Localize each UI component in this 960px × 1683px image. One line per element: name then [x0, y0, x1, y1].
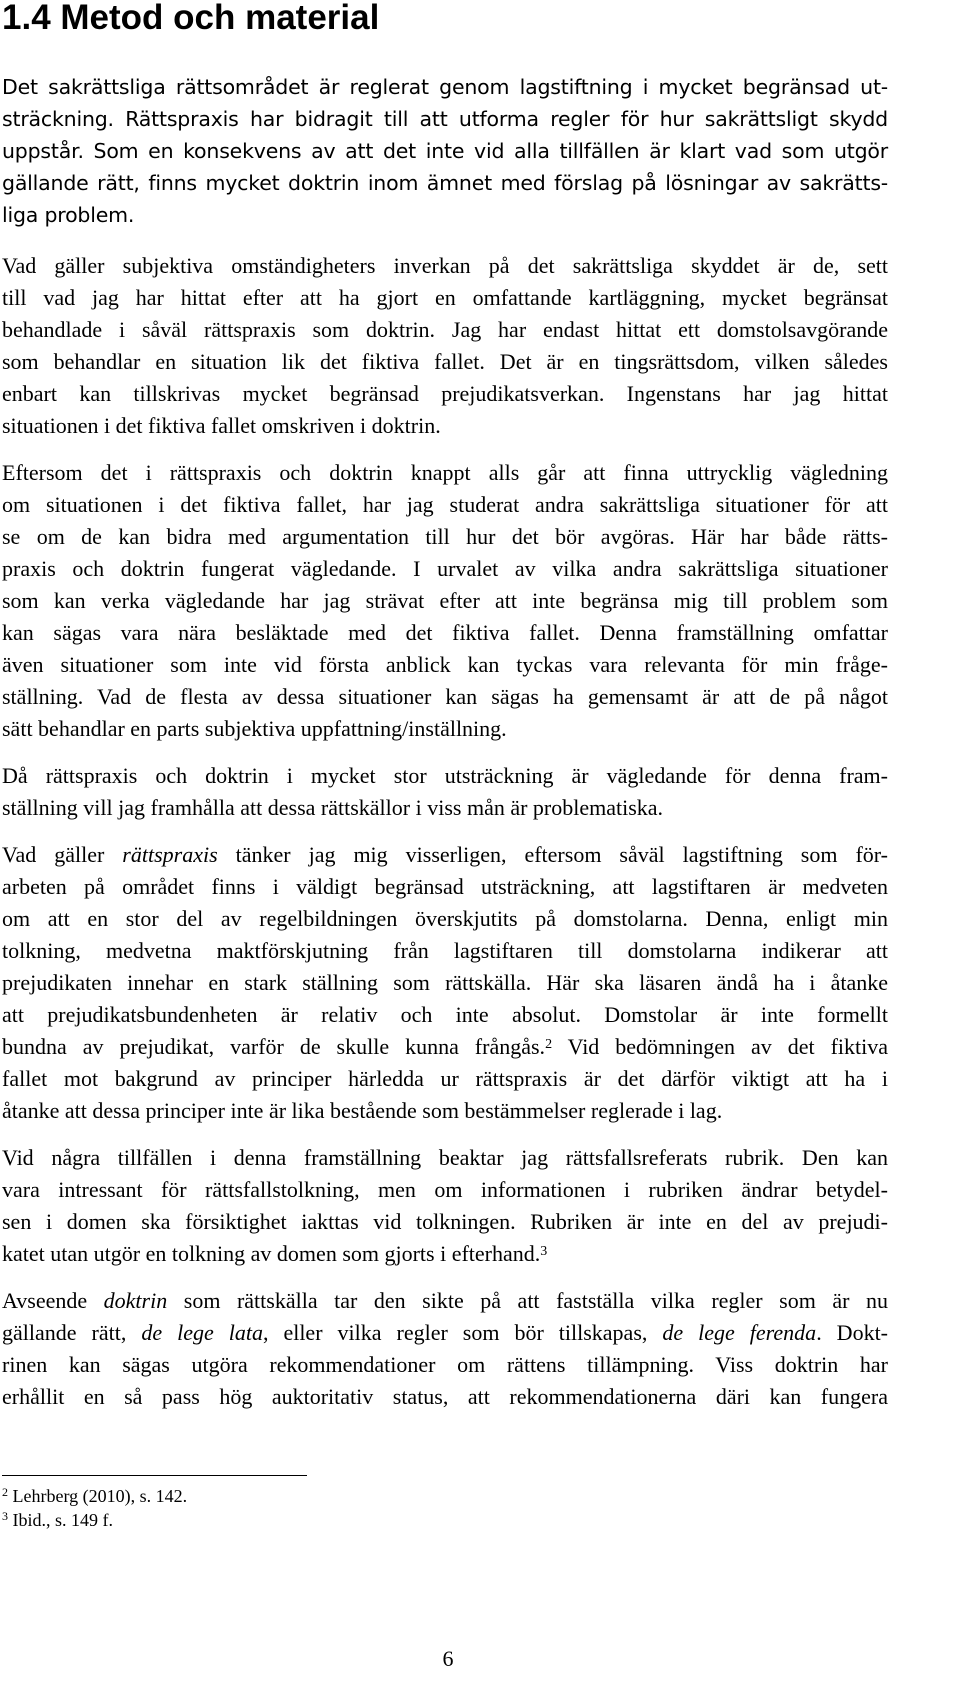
- footnote-text: Ibid., s. 149 f.: [12, 1510, 113, 1530]
- emphasis-doktrin: doktrin: [103, 1288, 168, 1313]
- text-line: vara intressant för rättsfallstolkning, men om informationen i rubriken ändrar betydel-: [2, 1177, 888, 1202]
- footnote-2: [2, 1484, 187, 1508]
- footnote-3: [2, 1508, 113, 1532]
- text-line: ställning vill jag framhålla att dessa rättskällor i viss mån är problematiska.: [2, 795, 664, 820]
- text-line: [2, 1317, 888, 1349]
- text-line: [2, 1238, 888, 1270]
- text-line: att prejudikatsbundenheten är relativ och inte absolut. Domstolar är inte formellt: [2, 1002, 888, 1027]
- footnote-text: Lehrberg (2010), s. 142.: [12, 1486, 188, 1506]
- text-run: . Dokt-: [816, 1320, 889, 1345]
- text-line: prejudikaten innehar en stark ställning som rättskälla. Här ska läsaren ändå ha i åtanke: [2, 970, 888, 995]
- text-line: uppstår. Som en konsekvens av att det inte vid alla tillfällen är klart vad som utgör: [2, 139, 888, 163]
- text-line: erhållit en så pass hög auktoritativ status, att rekommendationerna däri kan fungera: [2, 1384, 888, 1409]
- text-line: Vid några tillfällen i denna framställning beaktar jag rättsfallsreferats rubrik. Den kan: [2, 1145, 888, 1170]
- text-line: även situationer som inte vid första anblick kan tyckas vara relevanta för min fråge-: [2, 652, 888, 677]
- text-line: Vad gäller subjektiva omständigheters inverkan på det sakrättsliga skyddet är de, sett: [2, 253, 888, 278]
- text-run: katet utan utgör en tolkning av domen som gjorts i efterhand.: [2, 1241, 541, 1266]
- text-line: behandlade i såväl rättspraxis som doktrin. Jag har endast hittat ett domstolsavgörande: [2, 317, 888, 342]
- text-run: bundna av prejudikat, varför de skulle kunna frångås.: [2, 1034, 546, 1059]
- text-line: om att en stor del av regelbildningen överskjutits på domstolarna. Denna, enligt min: [2, 906, 888, 931]
- text-line: enbart kan tillskrivas mycket begränsad prejudikatsverkan. Ingenstans har jag hittat: [2, 381, 888, 406]
- text-line: Eftersom det i rättspraxis och doktrin knappt alls går att finna uttrycklig vägledning: [2, 460, 888, 485]
- text-line: sen i domen ska försiktighet iakttas vid tolkningen. Rubriken är inte en del av prejudi-: [2, 1209, 888, 1234]
- text-run: Vad gäller: [2, 842, 123, 867]
- text-line: som kan verka vägledande har jag strävat efter att inte begränsa mig till problem som: [2, 588, 888, 613]
- text-line: åtanke att dessa principer inte är lika bestående som bestämmelser reglerade i lag.: [2, 1098, 723, 1123]
- text-line: Det sakrättsliga rättsområdet är reglerat genom lagstiftning i mycket begränsad ut-: [2, 75, 888, 99]
- text-run: gällande rätt,: [2, 1320, 142, 1345]
- text-line: sätt behandlar en parts subjektiva uppfattning/inställning.: [2, 716, 507, 741]
- text-line: [2, 839, 888, 871]
- text-run: tänker jag mig visserligen, eftersom såväl lagstiftning som för-: [217, 842, 889, 867]
- text-run: , eller vilka regler som bör tillskapas,: [262, 1320, 663, 1345]
- text-line: sträckning. Rättspraxis har bidragit till att utforma regler för hur sakrättsligt skydd: [2, 107, 888, 131]
- text-line: om situationen i det fiktiva fallet, har jag studerat andra sakrättsliga situationer för att: [2, 492, 888, 517]
- footnote-number: 2: [2, 1485, 8, 1499]
- text-line: arbeten på området finns i väldigt begränsad utsträckning, att lagstiftaren är medveten: [2, 874, 888, 899]
- text-line: tolkning, medvetna maktförskjutning från lagstiftaren till domstolarna indikerar att: [2, 938, 888, 963]
- text-line: ställning. Vad de flesta av dessa situationer kan sägas ha gemensamt är att de på något: [2, 684, 888, 709]
- emphasis-de-lege-lata: de lege lata: [141, 1320, 263, 1345]
- footnote-ref-2[interactable]: 2: [545, 1036, 553, 1052]
- text-run: Avseende: [2, 1288, 104, 1313]
- emphasis-de-lege-ferenda: de lege ferenda: [662, 1320, 817, 1345]
- text-line: gällande rätt, finns mycket doktrin inom ämnet med förslag på lösningar av sakrätts-: [2, 171, 888, 195]
- text-line: [2, 1031, 888, 1063]
- text-line: [2, 1285, 888, 1317]
- text-line: praxis och doktrin fungerat vägledande. I urvalet av vilka andra sakrättsliga situationer: [2, 556, 888, 581]
- emphasis-rattspraxis: rättspraxis: [122, 842, 218, 867]
- text-line: som behandlar en situation lik det fiktiva fallet. Det är en tingsrättsdom, vilken således: [2, 349, 888, 374]
- footnote-separator: [2, 1475, 307, 1476]
- text-line: till vad jag har hittat efter att ha gjort en omfattande kartläggning, mycket begränsat: [2, 285, 888, 310]
- text-run: Vid bedömningen av det fiktiva: [552, 1034, 888, 1059]
- text-run: som rättskälla tar den sikte på att fastställa vilka regler som är nu: [167, 1288, 888, 1313]
- text-line: se om de kan bidra med argumentation till hur det bör avgöras. Här har både rätts-: [2, 524, 888, 549]
- footnote-ref-3[interactable]: 3: [540, 1243, 548, 1259]
- text-line: rinen kan sägas utgöra rekommendationer om rättens tillämpning. Viss doktrin har: [2, 1352, 888, 1377]
- text-line: fallet mot bakgrund av principer härledda ur rättspraxis är det därför viktigt att ha i: [2, 1066, 888, 1091]
- text-line: Då rättspraxis och doktrin i mycket stor utsträckning är vägledande för denna fram-: [2, 763, 888, 788]
- page-number: 6: [442, 1646, 454, 1671]
- section-heading: 1.4 Metod och material: [2, 0, 380, 37]
- text-line: situationen i det fiktiva fallet omskriven i doktrin.: [2, 413, 441, 438]
- footnote-number: 3: [2, 1509, 8, 1523]
- text-line: kan sägas vara nära besläktade med det fiktiva fallet. Denna framställning omfattar: [2, 620, 888, 645]
- text-line: liga problem.: [2, 203, 135, 227]
